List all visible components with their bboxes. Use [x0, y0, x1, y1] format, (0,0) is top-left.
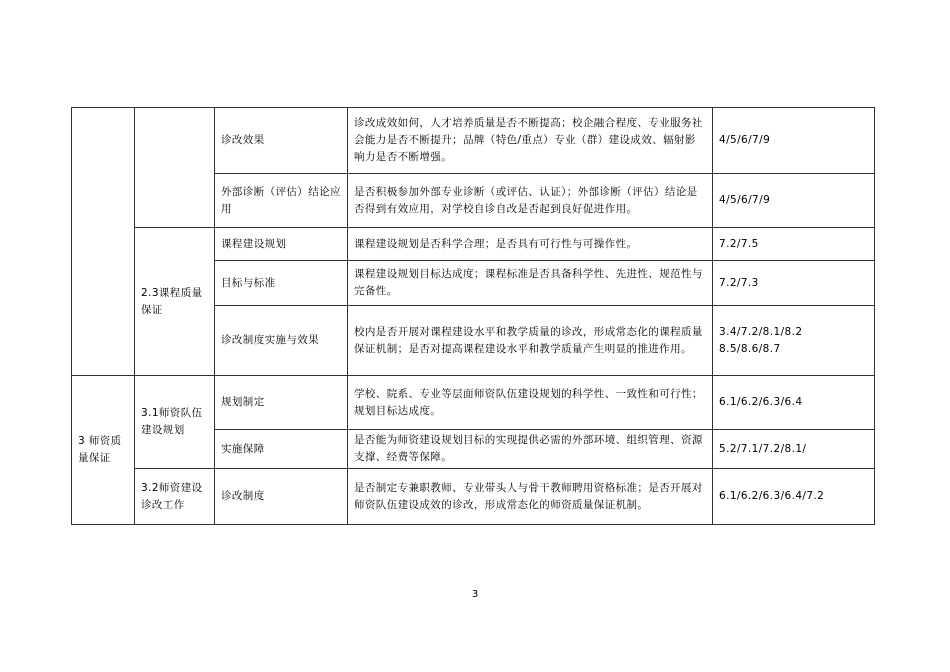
reference-cell: 6.1/6.2/6.3/6.4/7.2 — [713, 469, 875, 525]
item-cell: 实施保障 — [215, 430, 348, 469]
reference-cell — [713, 306, 875, 376]
level2-cell: 3.2师资建设诊改工作 — [135, 469, 215, 525]
level2-cell-continued — [135, 108, 215, 228]
description-cell: 课程建设规划是否科学合理；是否具有可行性与可操作性。 — [348, 228, 713, 261]
description-cell: 是否能为师资建设规划目标的实现提供必需的外部环境、组织管理、资源支撑、经费等保障。 — [348, 430, 713, 469]
level2-cell: 3.1师资队伍建设规划 — [135, 376, 215, 469]
item-cell: 目标与标准 — [215, 261, 348, 306]
item-cell: 诊改制度 — [215, 469, 348, 525]
item-cell: 诊改制度实施与效果 — [215, 306, 348, 376]
reference-cell: 4/5/6/7/9 — [713, 174, 875, 228]
item-cell: 外部诊断（评估）结论应用 — [215, 174, 348, 228]
reference-cell: 7.2/7.5 — [713, 228, 875, 261]
reference-cell: 5.2/7.1/7.2/8.1/ — [713, 430, 875, 469]
reference-line: 3.4/7.2/8.1/8.2 — [719, 325, 803, 338]
description-cell: 是否制定专兼职教师、专业带头人与骨干教师聘用资格标准；是否开展对师资队伍建设成效的诊改，形成常态化的师资质量保证机制。 — [348, 469, 713, 525]
level2-cell: 2.3课程质量保证 — [135, 228, 215, 376]
item-cell: 课程建设规划 — [215, 228, 348, 261]
table-row — [72, 108, 875, 174]
level1-cell: 3 师资质量保证 — [72, 376, 135, 525]
table-row — [72, 469, 875, 525]
reference-line: 8.5/8.6/8.7 — [719, 342, 781, 355]
level1-cell-continued — [72, 108, 135, 376]
description-cell: 是否积极参加外部专业诊断（或评估、认证）；外部诊断（评估）结论是否得到有效应用，对学校自诊自改是否起到良好促进作用。 — [348, 174, 713, 228]
description-cell: 学校、院系、专业等层面师资队伍建设规划的科学性、一致性和可行性；规划目标达成度。 — [348, 376, 713, 430]
reference-cell: 4/5/6/7/9 — [713, 108, 875, 174]
page-number: 3 — [471, 589, 479, 600]
description-cell: 诊改成效如何，人才培养质量是否不断提高；校企融合程度、专业服务社会能力是否不断提升；品牌（特色/重点）专业（群）建设成效、辐射影响力是否不断增强。 — [348, 108, 713, 174]
table-row — [72, 376, 875, 430]
reference-cell: 7.2/7.3 — [713, 261, 875, 306]
criteria-table — [71, 107, 875, 525]
description-cell: 校内是否开展对课程建设水平和教学质量的诊改，形成常态化的课程质量保证机制；是否对提高课程建设水平和教学质量产生明显的推进作用。 — [348, 306, 713, 376]
table-row — [72, 228, 875, 261]
reference-cell: 6.1/6.2/6.3/6.4 — [713, 376, 875, 430]
item-cell: 规划制定 — [215, 376, 348, 430]
item-cell: 诊改效果 — [215, 108, 348, 174]
description-cell: 课程建设规划目标达成度；课程标准是否具备科学性、先进性、规范性与完备性。 — [348, 261, 713, 306]
